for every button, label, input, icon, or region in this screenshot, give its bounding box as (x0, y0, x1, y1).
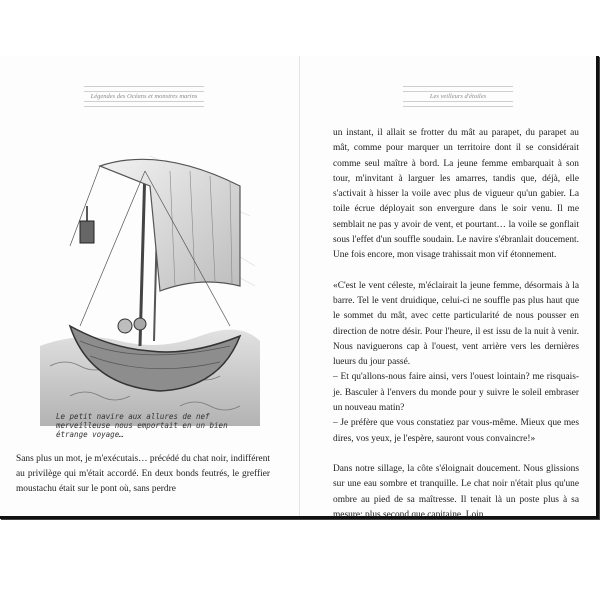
right-header-text: Les veilleurs d'étoiles (429, 93, 487, 100)
paragraph: «C'est le vent céleste, m'éclairait la jeune femme, désormais à la barre. Tel le vent druidique, celui-ci ne souffle pas plus haut que le sommet du mât, avec cette particularité de nous pousser en direction de notre désir. Pour l'heure, il est issu de la nuit à venir. Nous naviguerons cap à l'ouest, vent arrière vers les dernières lueurs du jour passé. (333, 280, 579, 368)
right-running-header (402, 86, 514, 107)
header-ornament-bottom (403, 101, 513, 107)
paragraph: un instant, il allait se frotter du mât au parapet, du parapet au mât, comme pour marquer un territoire dont il se considérait comme seul maître à bord. La jeune femme embarquait à son tour, m'invitant à larguer les amarres, tandis que, déjà, elle s'activait à hisser la voile avec plus de vigueur qu'un gabier. La toile écrue déployait son envergure dans le soir venu. Il me semblait ne pas y avoir de vent, et pourtant… la voile se gonflait sous l'effet d'un souffle soudain. Le navire s'ébranlait doucement. Une fois encore, mon visage trahissait mon vif étonnement. (333, 128, 579, 261)
illustration-caption: Le petit navire aux allures de nef merveilleuse nous emportait en un bien étrange voyage… (56, 412, 228, 439)
header-ornament-bottom (84, 101, 204, 107)
left-running-header (74, 86, 214, 107)
left-page-body: Sans plus un mot, je m'exécutais… précédé du chat noir, indifférent au privilège qui m'était accordé. En deux bonds feutrés, le greffier moustachu était sur le pont où, sans perdre (16, 454, 270, 495)
header-ornament-top (84, 86, 204, 92)
left-header-text: Légendes des Océans et monstres marins (90, 93, 198, 100)
book-gutter (299, 56, 300, 516)
book-spread (0, 56, 599, 519)
paragraph: – Et qu'allons-nous faire ainsi, vers l'ouest lointain? me risquais-je. Basculer à l'envers du monde pour y suivre le soleil embraser un nouveau matin? (333, 372, 579, 414)
header-ornament-top (403, 86, 513, 92)
right-page-body (333, 126, 579, 523)
paragraph: Dans notre sillage, la côte s'éloignait doucement. Nous glissions sur une eau sombre et tranquille. Le chat noir n'était plus qu'une ombre au pied de sa maîtresse. Il tenait là un poste plus à sa mesure; plus second que capitaine. Loin (333, 463, 579, 520)
paragraph: – Je préfère que vous constatiez par vous-même. Mieux que mes dires, vos yeux, je l'espère, sauront vous convaincre!» (333, 418, 579, 444)
